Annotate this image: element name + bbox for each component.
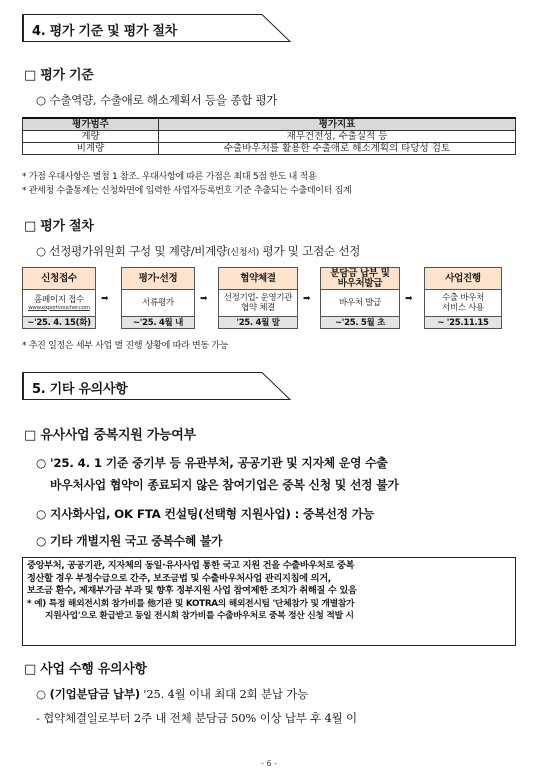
flow-step-title-line: 분담금 납부 및 (330, 267, 390, 279)
duplicate-item: ○ 지사화사업, OK FTA 컨설팅(선택형 지원사업) : 중복선정 가능 (36, 507, 375, 521)
duplicate-heading: □ 유사사업 중복지원 가능여부 (24, 428, 196, 443)
procedure-heading: □ 평가 절차 (24, 219, 94, 234)
section-5-header (22, 372, 292, 400)
section-4-header (22, 14, 292, 42)
table-cell: 수출바우처를 활용한 수출애로 해소계획의 타당성 검토 (159, 143, 516, 155)
procedure-item (36, 243, 360, 259)
table-cell: 계량 (23, 131, 159, 143)
flow-step-title: 협약체결 (219, 268, 297, 290)
flow-step-body (23, 290, 95, 316)
flow-arrow-icon: ➡ (101, 294, 109, 304)
notice-box (22, 557, 516, 646)
table-cell: 재무건전성, 수출실적 등 (159, 131, 516, 143)
flow-step-body-text: 서류평가 (142, 298, 174, 308)
flow-step-body-line: 선정기업- 운영기관 (223, 293, 293, 303)
execution-item-label: ○ (기업분담금 납부) (36, 687, 140, 701)
page-number: - 6 - (261, 759, 277, 768)
flow-arrow-icon: ➡ (200, 294, 208, 304)
execution-sub-item: - 협약체결일로부터 2주 내 전체 분담금 50% 이상 납부 후 4월 이 (36, 711, 357, 725)
duplicate-item-continued: 바우처사업 협약이 종료되지 않은 참여기업은 중복 신청 및 선정 불가 (50, 478, 399, 492)
flow-step-evaluation (121, 267, 195, 329)
procedure-item-small: (신청서) (226, 248, 260, 258)
notice-line: 보조금 환수, 제재부가금 부과 및 향후 정부지원 사업 참여제한 조치가 취해질 수 있음 (27, 585, 357, 596)
execution-item-text: '25. 4월 이내 최대 2회 분납 가능 (139, 687, 309, 701)
table-row (23, 143, 516, 155)
criteria-heading: □ 평가 기준 (24, 68, 94, 83)
flow-step-body (219, 290, 297, 316)
notice-line: 정산할 경우 부정수급으로 간주, 보조금법 및 수출바우처사업 관리지침에 의거, (27, 572, 331, 584)
section-4-title: 4. 평가 기준 및 평가 절차 (32, 24, 177, 39)
execution-heading: □ 사업 수행 유의사항 (24, 662, 147, 677)
duplicate-item: ○ '25. 4. 1 기준 중기부 등 유관부처, 공공기관 및 지자체 운영 수출 (36, 456, 388, 470)
voucher-site-link[interactable]: www.exportvoucher.com (28, 304, 90, 311)
flow-step-body-line: 서비스 사용 (442, 303, 484, 313)
flow-step-title (321, 268, 399, 290)
flow-step-body-line: 수출 바우처 (442, 293, 484, 303)
flow-step-application (22, 267, 96, 329)
flow-step-body-line: 협약 체결 (240, 303, 276, 313)
procedure-item-main: ○ 선정평가위원회 구성 및 계량/비계량 (36, 244, 227, 258)
criteria-table-header-row (23, 118, 516, 131)
notice-line: 중앙부처, 공공기관, 지자체의 동일·유사사업 통한 국고 지원 건을 수출바우처로 중복 (27, 560, 355, 571)
flow-step-title: 사업진행 (425, 268, 501, 290)
flow-step-date: ~ '25.11.15 (425, 316, 501, 328)
criteria-table (22, 117, 516, 155)
criteria-table-header: 평가범주 (23, 118, 159, 131)
flow-arrow-icon: ➡ (405, 294, 413, 304)
notice-line: * 예) 특정 해외전시회 참가비를 他기관 및 KOTRA의 해외전시팀 '단체참가 및 개별참가 (27, 598, 355, 609)
duplicate-item: ○ 기타 개별지원 국고 중복수혜 불가 (36, 534, 223, 548)
flow-step-title: 신청접수 (23, 268, 95, 290)
flow-arrow-icon: ➡ (303, 294, 311, 304)
flow-step-body (321, 290, 399, 316)
criteria-item: ○ 수출역량, 수출애로 해소계획서 등을 종합 평가 (36, 93, 278, 107)
execution-item (36, 686, 308, 702)
flow-step-date: '25. 4월 말 (219, 316, 297, 328)
flow-step-title-line: 바우처발급 (337, 277, 383, 289)
procedure-note: * 추진 일정은 세부 사업 별 진행 상황에 따라 변동 가능 (22, 341, 229, 351)
criteria-note: * 가점 우대사항은 별첨 1 참조. 우대사항에 따른 가점은 최대 5점 한도 내 적용 (22, 172, 317, 182)
flow-step-body-text: 바우처 발급 (339, 298, 381, 308)
table-cell: 비계량 (23, 143, 159, 155)
flow-step-progress (424, 267, 502, 329)
flow-step-payment (320, 267, 400, 329)
flow-step-body (122, 290, 194, 316)
flow-step-date: ~'25. 4. 15(화) (23, 316, 95, 328)
flow-step-body (425, 290, 501, 316)
flow-step-date: ~'25. 4월 내 (122, 316, 194, 328)
flow-step-body-text: 홈페이지 접수 (34, 294, 84, 305)
procedure-item-tail: 평가 및 고점순 선정 (259, 244, 361, 258)
flow-step-title: 평가·선정 (122, 268, 194, 290)
notice-line: 지원사업'으로 환급받고 동일 전시회 참가비를 수출바우처로 중복 정산 신청 적발 시 (45, 611, 354, 621)
flow-step-date: ~'25. 5월 초 (321, 316, 399, 328)
table-row (23, 131, 516, 143)
flow-step-agreement (218, 267, 298, 329)
section-5-title: 5. 기타 유의사항 (32, 382, 128, 397)
criteria-note: * 관세청 수출통계는 신청화면에 입력한 사업자등록번호 기준 추출되는 수출데이터 집계 (22, 186, 352, 196)
criteria-table-header: 평가지표 (159, 118, 516, 131)
